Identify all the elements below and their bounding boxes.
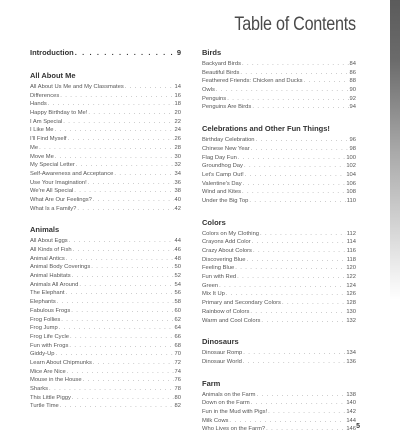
entry-page: 58 [174, 299, 181, 306]
toc-entry[interactable] [30, 179, 181, 188]
dot-leader [73, 246, 174, 255]
toc-section-colors [202, 217, 356, 326]
entry-title: Crazy About Colors [202, 248, 252, 254]
toc-entry[interactable] [30, 255, 181, 264]
entry-title: My Special Letter [30, 162, 75, 169]
toc-entry[interactable] [30, 359, 181, 368]
page-number: 5 [356, 423, 360, 430]
toc-entry[interactable] [30, 289, 181, 298]
toc-entry[interactable] [202, 136, 356, 145]
toc-entry[interactable] [202, 197, 356, 206]
dot-leader [125, 83, 174, 92]
dot-leader [88, 109, 173, 118]
toc-entry[interactable] [202, 391, 356, 400]
dot-leader [88, 179, 174, 188]
dot-leader [240, 69, 348, 78]
entry-title: Discovering Blue [202, 256, 246, 263]
page-title: Table of Contents [234, 14, 356, 35]
toc-entry[interactable] [202, 60, 356, 69]
entry-title: Fabulous Frogs [30, 307, 71, 314]
dot-leader [256, 391, 345, 400]
toc-entry[interactable] [30, 144, 181, 153]
toc-column-right [202, 47, 356, 445]
dot-leader [93, 196, 174, 205]
entry-title: Crayons Add Color [202, 239, 251, 246]
entry-title: Self-Awareness and Acceptance [30, 170, 114, 177]
entry-page: 44 [174, 238, 181, 245]
entry-title: Fun with Frogs [30, 342, 69, 349]
dot-leader [48, 100, 174, 109]
entry-page: 114 [346, 239, 356, 246]
toc-entry[interactable] [202, 299, 356, 308]
entry-page: 128 [346, 300, 356, 307]
entry-page: 40 [174, 196, 181, 203]
entry-title: Introduction [30, 48, 74, 57]
entry-title: Rainbow of Colors [202, 308, 250, 315]
entry-title: We're All Special [30, 188, 74, 195]
entry-title: Owls [202, 87, 215, 94]
entry-page: 18 [174, 101, 181, 108]
entry-page: 30 [174, 153, 181, 160]
entry-page: 80 [174, 394, 181, 401]
entry-title: Me [30, 144, 39, 151]
entry-page: 122 [346, 274, 356, 281]
toc-entry[interactable] [30, 368, 181, 377]
entry-title: Groundhog Day [202, 163, 243, 170]
entry-title: Dinosaur Romp [202, 350, 243, 357]
entry-page: 42 [174, 205, 181, 212]
toc-entry[interactable] [30, 316, 181, 325]
toc-entry[interactable] [30, 385, 181, 394]
entry-page: 48 [174, 255, 181, 262]
toc-entry[interactable] [202, 417, 356, 426]
entry-title: Use Your Imagination! [30, 179, 87, 186]
dot-leader [71, 307, 173, 316]
toc-entry[interactable] [30, 153, 181, 162]
left-sections [30, 70, 181, 411]
toc-entry[interactable] [30, 187, 181, 196]
toc-entry[interactable] [30, 170, 181, 179]
dot-leader [55, 126, 174, 135]
entry-title: The Elephant [30, 290, 65, 297]
dot-leader [243, 349, 345, 358]
toc-entry[interactable] [202, 282, 356, 291]
entry-page: 54 [174, 281, 181, 288]
dot-leader [266, 425, 345, 434]
entry-title: What Is a Family? [30, 205, 77, 212]
entry-page: 70 [174, 351, 181, 358]
dot-leader [253, 247, 346, 256]
toc-entry[interactable] [202, 69, 356, 78]
dot-leader [216, 86, 349, 95]
entry-title: Who Lives on the Farm? [202, 426, 266, 433]
dot-leader [243, 180, 346, 189]
dot-leader [237, 273, 345, 282]
dot-leader [242, 188, 345, 197]
entry-page: 120 [346, 265, 356, 272]
toc-entry[interactable] [30, 394, 181, 403]
entry-title: Animal Antics [30, 255, 65, 262]
toc-entry[interactable] [30, 350, 181, 359]
toc-entry[interactable] [202, 425, 356, 434]
toc-entry[interactable] [30, 100, 181, 109]
right-sections [202, 47, 356, 434]
dot-leader [251, 399, 346, 408]
dot-leader [72, 272, 174, 281]
entry-page: 32 [174, 162, 181, 169]
toc-entry[interactable] [30, 161, 181, 170]
section-heading: Celebrations and Other Fun Things! [202, 124, 330, 134]
dot-leader [67, 368, 174, 377]
entry-page: 20 [174, 110, 181, 117]
entry-page: 36 [174, 179, 181, 186]
toc-entry[interactable] [202, 349, 356, 358]
entry-title: Mice Are Nice [30, 368, 66, 375]
entry-title: Primary and Secondary Colors [202, 300, 281, 307]
dot-leader [226, 290, 345, 299]
dot-leader [235, 264, 345, 273]
dot-leader [75, 47, 176, 58]
entry-title: Hands [30, 101, 47, 108]
toc-entry[interactable] [202, 408, 356, 417]
entry-page: 116 [346, 248, 356, 254]
toc-entry[interactable] [202, 290, 356, 299]
toc-entry[interactable] [202, 230, 356, 239]
dot-leader [83, 376, 174, 385]
entry-page: 98 [349, 145, 356, 152]
toc-entry[interactable] [202, 154, 356, 163]
entry-page: 124 [346, 282, 356, 289]
toc-entry[interactable] [202, 95, 356, 104]
entry-page: 140 [346, 400, 356, 407]
entry-title: Backyard Birds [202, 61, 241, 67]
entry-page: 64 [174, 325, 181, 332]
toc-section-animals [30, 224, 181, 411]
entry-title: Mouse in the House [30, 377, 82, 384]
toc-entry[interactable] [202, 308, 356, 317]
toc-entry[interactable] [202, 162, 356, 171]
entry-page: 78 [174, 386, 181, 392]
entry-page: 88 [349, 78, 356, 85]
dot-leader [249, 197, 345, 206]
entry-title: Penguins [202, 95, 227, 102]
toc-entry[interactable] [30, 402, 181, 411]
entry-title: All About Eggs [30, 238, 68, 245]
entry-page: 68 [174, 342, 181, 349]
dot-leader [74, 187, 173, 196]
dot-leader [261, 317, 345, 326]
entry-title: Frog Life Cycle [30, 333, 69, 340]
toc-section-all-about-me [30, 70, 181, 213]
entry-title: Mix It Up [202, 291, 225, 298]
entry-title: Chinese New Year [202, 145, 250, 152]
dot-leader [61, 316, 173, 325]
dot-leader [55, 350, 173, 359]
entry-page: 144 [346, 417, 356, 424]
entry-page: 46 [174, 247, 181, 253]
toc-entry[interactable] [30, 272, 181, 281]
toc-section-farm [202, 378, 356, 434]
entry-page: 34 [174, 170, 181, 177]
entry-title: Birthday Celebration [202, 137, 255, 144]
entry-title: This Little Piggy [30, 394, 71, 401]
dot-leader [219, 282, 345, 291]
entry-page: 92 [349, 95, 356, 102]
toc-entry[interactable] [30, 237, 181, 246]
dot-leader [252, 238, 346, 247]
dot-leader [229, 417, 345, 426]
entry-title: Beautiful Birds [202, 69, 240, 76]
entry-title: Let's Camp Out! [202, 171, 244, 178]
entry-page: 62 [174, 316, 181, 323]
entry-title: Fun with Red [202, 274, 237, 281]
entry-page: 100 [346, 154, 356, 161]
dot-leader [59, 324, 174, 333]
toc-entry[interactable] [30, 376, 181, 385]
entry-page: 106 [346, 180, 356, 187]
dot-leader [79, 281, 173, 290]
dot-leader [76, 161, 174, 170]
toc-entry[interactable] [30, 118, 181, 127]
toc-entry[interactable] [202, 86, 356, 95]
entry-page: 138 [346, 391, 356, 398]
dot-leader [69, 237, 174, 246]
dot-leader [256, 136, 349, 145]
entry-title: I Am Special [30, 118, 63, 125]
toc-entry[interactable] [30, 196, 181, 205]
dot-leader [70, 333, 174, 342]
dot-leader [242, 60, 349, 69]
entry-page: 56 [174, 290, 181, 297]
entry-title: What Are Our Feelings? [30, 196, 92, 203]
toc-entry[interactable] [30, 83, 181, 92]
entry-title: Frog Follies [30, 316, 61, 323]
dot-leader [69, 342, 173, 351]
entry-title: Elephants [30, 299, 56, 306]
dot-leader [252, 103, 348, 112]
toc-column-left [30, 47, 181, 422]
entry-page: 38 [174, 188, 181, 195]
entry-page: 28 [174, 144, 181, 151]
dot-leader [243, 358, 345, 367]
toc-entry[interactable] [202, 317, 356, 326]
toc-entry[interactable] [30, 333, 181, 342]
entry-page: 22 [174, 118, 181, 125]
entry-title: Turtle Time [30, 403, 59, 410]
entry-title: Sharks [30, 386, 49, 392]
entry-page: 52 [174, 273, 181, 280]
dot-leader [68, 135, 174, 144]
toc-entry[interactable] [30, 135, 181, 144]
entry-page: 136 [346, 358, 356, 365]
entry-title: Under the Big Top [202, 197, 249, 204]
dot-leader [282, 299, 345, 308]
toc-entry[interactable] [30, 246, 181, 255]
section-heading: Birds [202, 48, 222, 57]
entry-page: 84 [349, 61, 356, 67]
entry-title: Animals on the Farm [202, 391, 256, 398]
entry-title: Giddy-Up [30, 351, 55, 358]
entry-title: Flag Day Fun [202, 154, 237, 161]
entry-page: 130 [346, 308, 356, 315]
toc-entry[interactable] [30, 281, 181, 290]
entry-page: 132 [346, 317, 356, 324]
toc-entry[interactable] [30, 342, 181, 351]
toc-entry[interactable] [30, 205, 181, 214]
entry-title: Fun in the Mud with Pigs! [202, 408, 268, 415]
entry-title: Penguins Are Birds [202, 104, 252, 111]
entry-title: Animals All Around [30, 281, 79, 288]
entry-page: 96 [349, 137, 356, 144]
dot-leader [39, 144, 173, 153]
entry-title: Green [202, 282, 219, 289]
toc-entry[interactable] [30, 126, 181, 135]
section-heading: Dinosaurs [202, 337, 239, 347]
entry-page: 94 [349, 104, 356, 111]
dot-leader [77, 205, 173, 214]
entry-page: 60 [174, 307, 181, 314]
toc-entry-introduction[interactable] [30, 47, 181, 58]
entry-title: Frog Jump [30, 325, 58, 332]
toc-section-birds [202, 47, 356, 112]
dot-leader [238, 154, 346, 163]
dot-leader [66, 255, 174, 264]
entry-page: 50 [174, 264, 181, 271]
dot-leader [93, 359, 174, 368]
entry-page: 82 [174, 403, 181, 410]
toc-entry[interactable] [202, 238, 356, 247]
entry-title: I Like Me [30, 127, 54, 134]
entry-title: Wind and Kites [202, 189, 241, 196]
entry-title: Dinosaur World [202, 358, 242, 365]
dot-leader [91, 263, 173, 272]
toc-entry[interactable] [202, 77, 356, 86]
dot-leader [55, 153, 174, 162]
entry-title: Learn About Chipmunks [30, 359, 92, 366]
toc-entry[interactable] [202, 145, 356, 154]
entry-title: Feathered Friends: Chicken and Ducks [202, 78, 303, 85]
entry-page: 26 [174, 136, 181, 143]
toc-entry[interactable] [30, 298, 181, 307]
entry-page: 16 [174, 92, 181, 99]
dot-leader [304, 77, 349, 86]
toc-entry[interactable] [202, 358, 356, 367]
entry-page: 74 [174, 368, 181, 375]
toc-entry[interactable] [202, 256, 356, 265]
entry-title: Down on the Farm [202, 400, 250, 407]
toc-entry[interactable] [202, 273, 356, 282]
entry-title: Milk Cows [202, 417, 229, 424]
dot-leader [251, 145, 349, 154]
toc-entry[interactable] [202, 171, 356, 180]
section-heading: Animals [30, 225, 60, 235]
dot-leader [63, 118, 173, 127]
entry-title: Happy Birthday to Me! [30, 110, 88, 117]
entry-title: Animal Habitats [30, 273, 71, 280]
entry-page: 110 [346, 197, 356, 204]
toc-section-celebrations-and-other-fun-things [202, 123, 356, 206]
dot-leader [245, 171, 346, 180]
toc-entry[interactable] [202, 264, 356, 273]
dot-leader [260, 230, 346, 239]
entry-page: 104 [346, 171, 356, 178]
toc-entry[interactable] [202, 188, 356, 197]
dot-leader [60, 402, 174, 411]
dot-leader [247, 256, 346, 265]
section-heading: All About Me [30, 71, 76, 80]
dot-leader [65, 289, 173, 298]
toc-entry[interactable] [30, 307, 181, 316]
entry-title: Colors on My Clothing [202, 230, 260, 237]
entry-title: Valentine's Day [202, 180, 242, 187]
toc-entry[interactable] [30, 324, 181, 333]
entry-page: 90 [349, 87, 356, 94]
entry-page: 72 [174, 359, 181, 366]
entry-title: Animal Body Coverings [30, 264, 91, 271]
toc-section-dinosaurs [202, 336, 356, 366]
dot-leader [114, 170, 173, 179]
section-heading: Colors [202, 217, 226, 227]
dot-leader [57, 298, 174, 307]
entry-page: 14 [174, 84, 181, 90]
entry-page: 134 [346, 350, 356, 357]
entry-page: 126 [346, 291, 356, 298]
dot-leader [49, 385, 174, 394]
entry-title: Differences [30, 92, 60, 99]
entry-page: 108 [346, 189, 356, 196]
toc-entry[interactable] [202, 103, 356, 112]
entry-page: 76 [174, 377, 181, 384]
dot-leader [268, 408, 345, 417]
entry-page: 146 [346, 426, 356, 433]
toc-entry[interactable] [202, 180, 356, 189]
entry-page: 24 [174, 127, 181, 134]
dot-leader [60, 92, 173, 101]
entry-page: 118 [346, 256, 356, 263]
toc-entry[interactable] [30, 92, 181, 101]
page-edge-tab [390, 0, 400, 445]
entry-title: Move Me [30, 153, 54, 160]
entry-page: 86 [349, 69, 356, 76]
dot-leader [250, 308, 345, 317]
entry-title: All Kinds of Fish [30, 247, 72, 253]
entry-page: 142 [346, 408, 356, 415]
entry-title: Warm and Cool Colors [202, 317, 261, 324]
toc-entry[interactable] [202, 247, 356, 256]
entry-title: Feeling Blue [202, 265, 235, 272]
entry-page: 9 [176, 48, 181, 57]
section-heading: Farm [202, 378, 221, 388]
dot-leader [244, 162, 345, 171]
entry-title: I'll Find Myself [30, 136, 67, 143]
entry-title: All About Us Me and My Classmates [30, 84, 124, 90]
dot-leader [227, 95, 348, 104]
entry-page: 102 [346, 163, 356, 170]
entry-page: 112 [346, 230, 356, 237]
toc-entry[interactable] [30, 263, 181, 272]
toc-entry[interactable] [30, 109, 181, 118]
dot-leader [72, 394, 174, 403]
toc-entry[interactable] [202, 399, 356, 408]
entry-page: 66 [174, 333, 181, 340]
